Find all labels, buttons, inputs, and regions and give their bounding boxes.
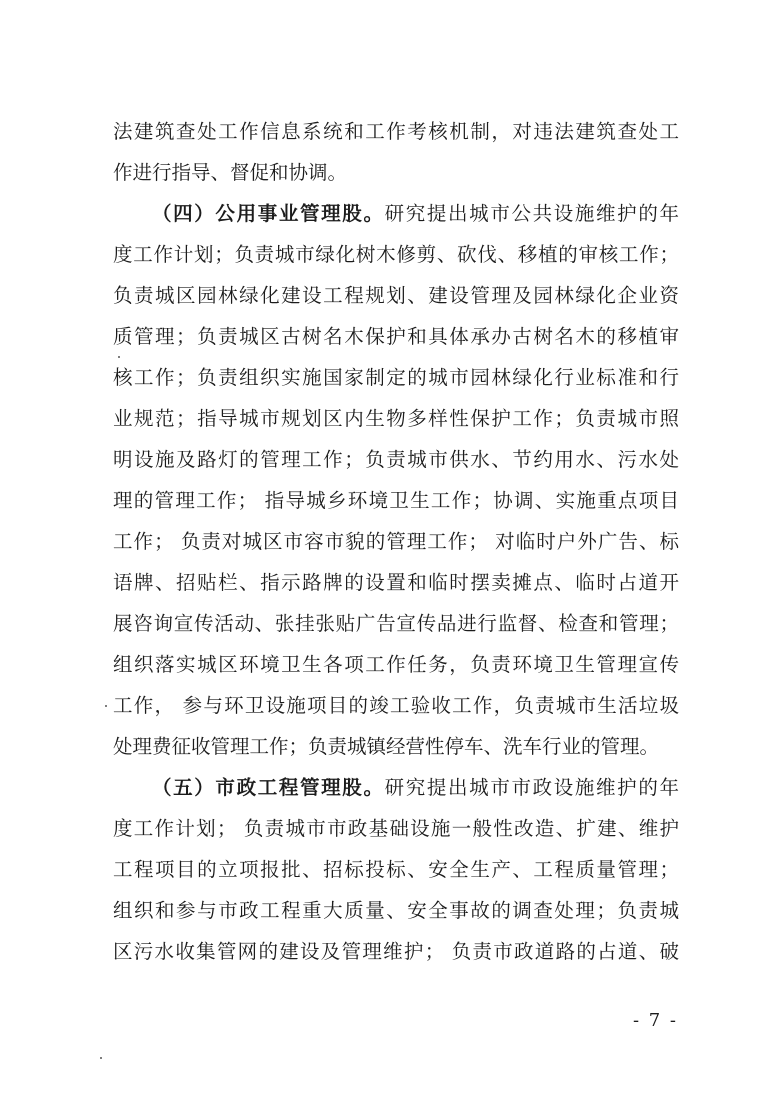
text-line: 核工作；负责组织实施国家制定的城市园林绿化行业标准和行 xyxy=(113,366,679,389)
scan-speck xyxy=(105,705,107,707)
text-line: 工作； 负责对城区市容市貌的管理工作； 对临时户外广告、标 xyxy=(113,530,679,553)
text-line: 组织和参与市政工程重大质量、安全事故的调查处理；负责城 xyxy=(113,899,679,922)
text-line: 度工作计划；负责城市绿化树木修剪、砍伐、移植的审核工作； xyxy=(113,243,679,266)
body-text xyxy=(113,111,679,972)
page-number: - 7 - xyxy=(632,1010,678,1031)
text-span: 研究提出城市公共设施维护的年 xyxy=(384,202,679,225)
text-line: 工程项目的立项报批、招标投标、安全生产、工程质量管理； xyxy=(113,858,679,881)
text-line: 质管理；负责城区古树名木保护和具体承办古树名木的移植审 xyxy=(113,325,679,348)
scan-speck xyxy=(100,1057,102,1059)
section-heading-line xyxy=(113,193,679,234)
scan-speck xyxy=(118,356,120,358)
text-span: 研究提出城市市政设施维护的年 xyxy=(384,776,679,799)
text-line: 组织落实城区环境卫生各项工作任务，负责环境卫生管理宣传 xyxy=(113,653,679,676)
text-line: 理的管理工作； 指导城乡环境卫生工作；协调、实施重点项目 xyxy=(113,489,679,512)
section-heading: （五）市政工程管理股。 xyxy=(152,776,385,799)
text-line: 处理费征收管理工作；负责城镇经营性停车、洗车行业的管理。 xyxy=(113,735,660,758)
text-line: 负责城区园林绿化建设工程规划、建设管理及园林绿化企业资 xyxy=(113,284,679,307)
text-line: 工作， 参与环卫设施项目的竣工验收工作，负责城市生活垃圾 xyxy=(113,694,679,717)
text-line: 区污水收集管网的建设及管理维护； 负责市政道路的占道、破 xyxy=(113,940,679,963)
text-line: 语牌、招贴栏、指示路牌的设置和临时摆卖摊点、临时占道开 xyxy=(113,571,679,594)
text-line: 作进行指导、督促和协调。 xyxy=(113,161,348,184)
text-line: 业规范；指导城市规划区内生物多样性保护工作；负责城市照 xyxy=(113,407,679,430)
section-heading: （四）公用事业管理股。 xyxy=(152,202,385,225)
text-line: 展咨询宣传活动、张挂张贴广告宣传品进行监督、检查和管理； xyxy=(113,612,679,635)
text-line: 明设施及路灯的管理工作；负责城市供水、节约用水、污水处 xyxy=(113,448,679,471)
text-line: 度工作计划； 负责城市市政基础设施一般性改造、扩建、维护 xyxy=(113,817,679,840)
section-heading-line xyxy=(113,767,679,808)
text-line: 法建筑查处工作信息系统和工作考核机制，对违法建筑查处工 xyxy=(113,120,679,143)
